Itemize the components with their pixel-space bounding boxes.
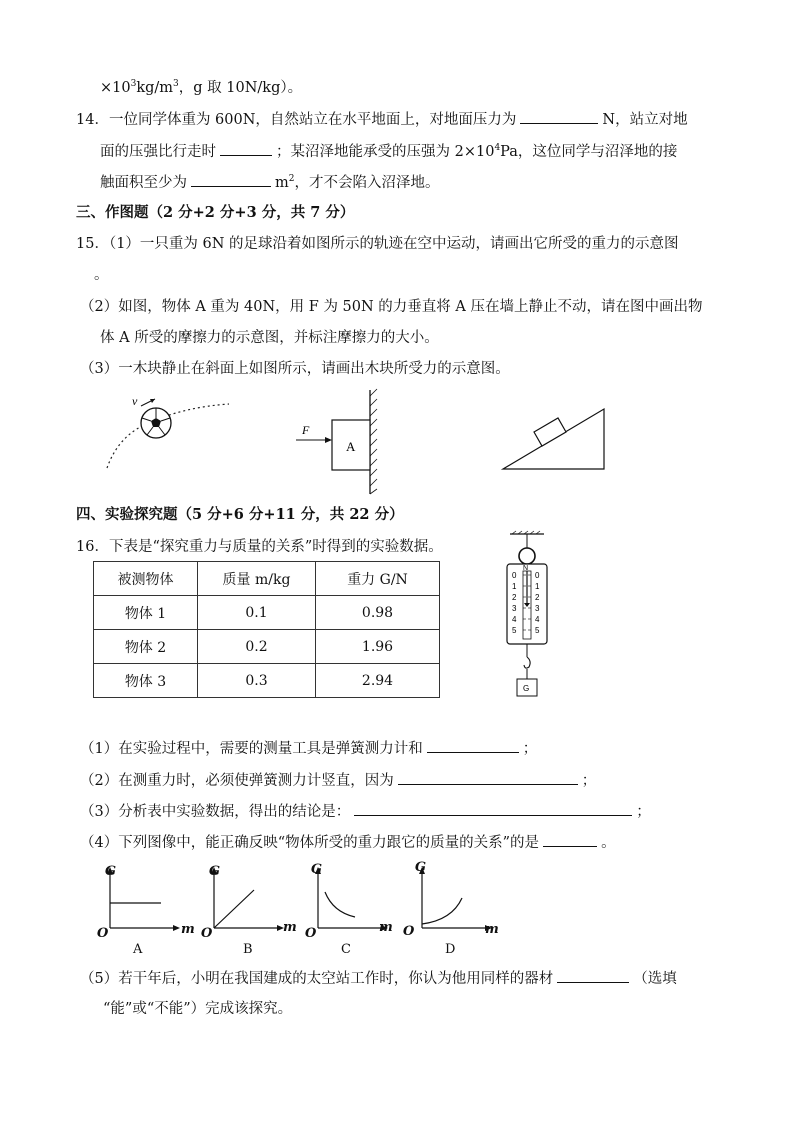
scale-tick-left: 4 xyxy=(512,615,517,624)
table-cell: 物体 1 xyxy=(94,596,198,630)
q14-line3: 触面积至少为 $m^2$，才不会陷入沼泽地。 xyxy=(100,174,440,191)
table-cell: 0.2 xyxy=(198,630,316,664)
q16-s3: （3）分析表中实验数据，得出的结论是： ； xyxy=(80,801,651,822)
scale-tick-left: 2 xyxy=(512,593,517,602)
graph-c-y-label: G xyxy=(311,862,323,877)
graph-c-label: C xyxy=(341,942,351,957)
graph-b-y-label: G xyxy=(209,864,221,879)
block-a-label: A xyxy=(346,439,356,454)
spring-scale-figure xyxy=(498,531,558,701)
q16-s4: （4）下列图像中，能正确反映“物体所受的重力跟它的质量的关系”的是 。 xyxy=(80,832,616,853)
q15-p2-line2: 体 A 所受的摩擦力的示意图，并标注摩擦力的大小。 xyxy=(100,330,439,346)
table-cell: 0.98 xyxy=(316,596,440,630)
section3-title: 三、作图题（2 分+2 分+3 分，共 7 分） xyxy=(76,204,355,221)
incline-figure xyxy=(502,406,612,471)
table-cell: 0.1 xyxy=(198,596,316,630)
force-label: F xyxy=(302,423,310,437)
graph-a-x-label: m xyxy=(181,922,195,937)
q14-blank-2[interactable] xyxy=(220,141,272,156)
q16-s5-line2: “能”或“不能”）完成该探究。 xyxy=(103,1001,293,1017)
q15-p3: （3）一木块静止在斜面上如图所示，请画出木块所受力的示意图。 xyxy=(80,361,510,377)
section4-title: 四、实验探究题（5 分+6 分+11 分，共 22 分） xyxy=(76,506,404,523)
table-cell: 2.94 xyxy=(316,664,440,698)
football-figure xyxy=(95,392,235,477)
scale-tick-right: 4 xyxy=(535,615,540,624)
q14-line1: 14．一位同学体重为 600N，自然站立在水平地面上，对地面压力为 N，站立对地 xyxy=(76,109,688,130)
table-header-cell: 重力 G/N xyxy=(316,562,440,596)
q15-p2-line1: （2）如图，物体 A 重为 40N，用 F 为 50N 的力垂直将 A 压在墙上静止不动，请在图中画出物 xyxy=(80,299,703,315)
graph-a-origin: O xyxy=(97,926,109,941)
table-header-cell: 质量 m/kg xyxy=(198,562,316,596)
graph-b-label: B xyxy=(243,942,253,957)
table-cell: 0.3 xyxy=(198,664,316,698)
q16-intro: 16．下表是“探究重力与质量的关系”时得到的实验数据。 xyxy=(76,539,443,555)
scale-tick-right: 5 xyxy=(535,626,540,635)
scale-tick-left: 3 xyxy=(512,604,517,613)
graph-c-x-label: m xyxy=(379,920,393,935)
graph-options xyxy=(95,862,515,962)
graph-d-y-label: G xyxy=(415,860,427,875)
table-cell: 物体 2 xyxy=(94,630,198,664)
table-cell: 物体 3 xyxy=(94,664,198,698)
q14-blank-3[interactable] xyxy=(191,172,271,187)
graph-d-x-label: m xyxy=(485,922,499,937)
table-header-cell: 被测物体 xyxy=(94,562,198,596)
q16-blank-2[interactable] xyxy=(398,770,578,785)
q16-s2: （2）在测重力时，必须使弹簧测力计竖直，因为 ； xyxy=(80,770,596,791)
scale-tick-right: 2 xyxy=(535,593,540,602)
q16-s5-line1: （5）若干年后，小明在我国建成的太空站工作时，你认为他用同样的器材 （选填 xyxy=(80,968,677,989)
q15-p1-line1: 15．（1）一只重为 6N 的足球沿着如图所示的轨迹在空中运动，请画出它所受的重力的示意图 xyxy=(76,236,679,252)
q16-s1: （1）在实验过程中，需要的测量工具是弹簧测力计和 ； xyxy=(80,738,537,759)
graph-d-origin: O xyxy=(403,924,415,939)
graph-d-label: D xyxy=(445,942,456,957)
q16-blank-4[interactable] xyxy=(543,832,597,847)
graph-b-x-label: m xyxy=(283,920,297,935)
graph-b-origin: O xyxy=(201,926,213,941)
q15-p1-line2: 。 xyxy=(94,267,109,283)
scale-tick-left: 5 xyxy=(512,626,517,635)
q16-blank-3[interactable] xyxy=(354,801,632,816)
table-row xyxy=(94,630,440,664)
q13-tail: $\times 10^3kg/m^3$，g 取 10N/kg）。 xyxy=(100,79,303,96)
q16-blank-1[interactable] xyxy=(427,738,519,753)
weight-label: G xyxy=(523,684,530,693)
table-row xyxy=(94,596,440,630)
velocity-label: v xyxy=(132,394,138,408)
q14-blank-1[interactable] xyxy=(520,109,598,124)
table-row xyxy=(94,664,440,698)
scale-tick-right: 0 xyxy=(535,571,540,580)
q14-line2: 面的压强比行走时 ；某沼泽地能承受的压强为 $2\times 10^4Pa$，这位同学与沼泽地的接 xyxy=(100,143,678,160)
graph-a-label: A xyxy=(133,942,143,957)
wall-block-figure xyxy=(295,388,385,498)
scale-tick-left: 0 xyxy=(512,571,517,580)
data-table xyxy=(93,561,440,698)
scale-tick-right: 1 xyxy=(535,582,540,591)
graph-c-origin: O xyxy=(305,926,317,941)
scale-tick-right: 3 xyxy=(535,604,540,613)
q16-blank-5[interactable] xyxy=(557,968,629,983)
table-header-row xyxy=(94,562,440,596)
table-cell: 1.96 xyxy=(316,630,440,664)
graph-a-y-label: G xyxy=(105,864,117,879)
scale-tick-left: 1 xyxy=(512,582,517,591)
scale-unit: N xyxy=(523,565,529,572)
